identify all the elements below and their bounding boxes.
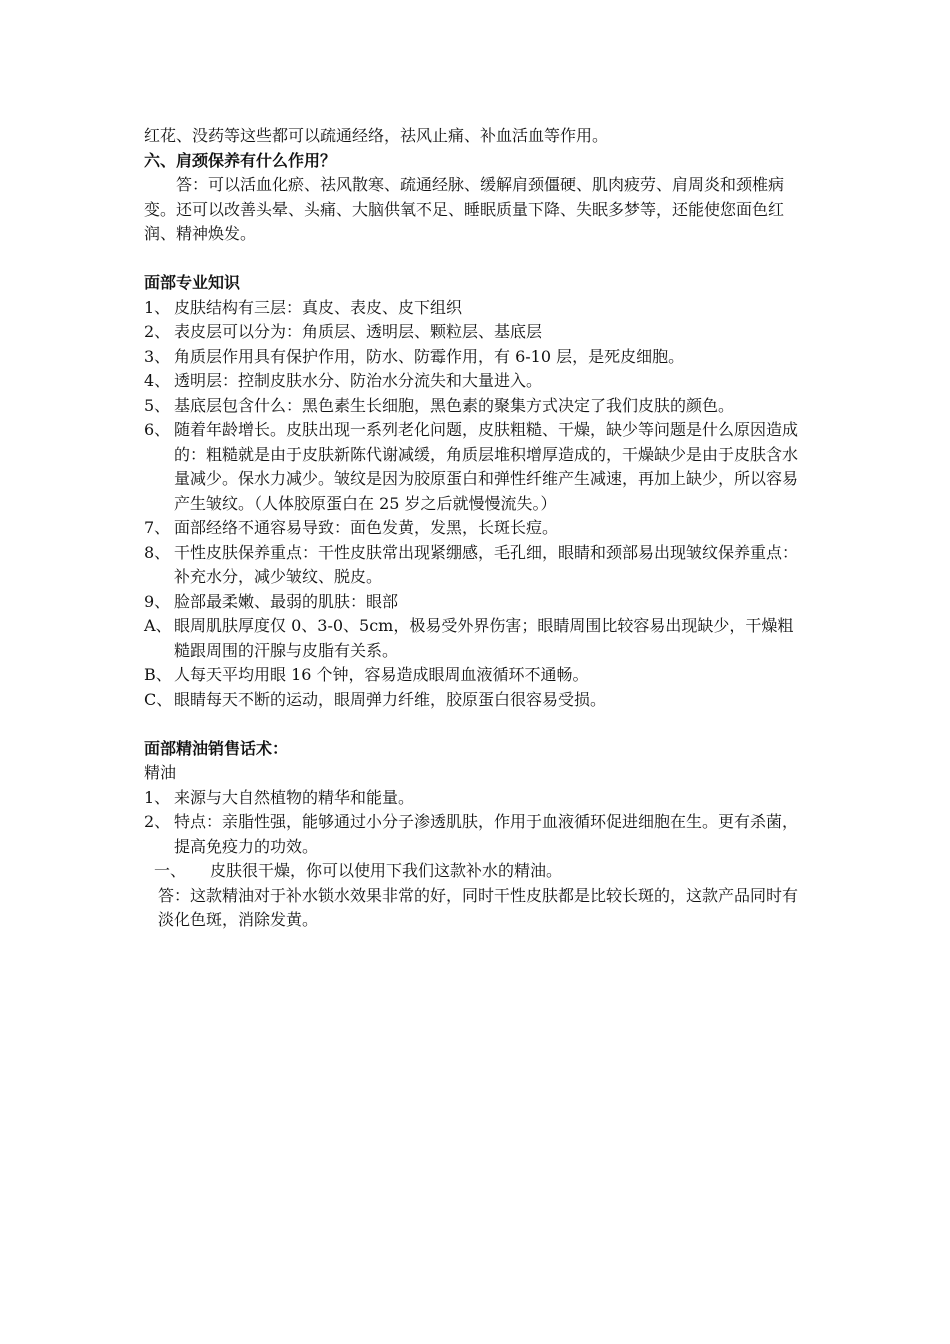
list-item: [144, 590, 809, 615]
list-item: [144, 541, 809, 590]
list-number: 2、: [144, 812, 171, 831]
list-item: [144, 688, 809, 713]
list-item: [144, 786, 809, 811]
list-number: 9、: [144, 591, 171, 611]
list-number: 3、: [144, 346, 171, 366]
oil-list: [144, 786, 809, 860]
question-text: 皮肤很干燥，你可以使用下我们这款补水的精油。: [210, 861, 563, 880]
oil-heading: 面部精油销售话术：: [144, 738, 289, 758]
list-item: [144, 394, 809, 419]
blank-line: [144, 247, 809, 272]
question-number: 一、: [154, 861, 187, 880]
list-item: [144, 369, 809, 394]
list-number: 7、: [144, 518, 171, 537]
list-item: [144, 320, 809, 345]
document-body: [144, 124, 809, 933]
list-text: 人每天平均用眼 16 个钟，容易造成眼周血液循环不通畅。: [174, 665, 589, 684]
list-item: [144, 418, 809, 516]
facial-heading: 面部专业知识: [144, 273, 241, 292]
list-text: 透明层：控制皮肤水分、防治水分流失和大量进入。: [174, 371, 543, 390]
q6-heading: 六、肩颈保养有什么作用？: [144, 150, 337, 170]
list-item: [144, 345, 809, 370]
list-text: 特点：亲脂性强，能够通过小分子渗透肌肤，作用于血液循环促进细胞在生。更有杀菌，提高免疫力的功效。: [174, 812, 799, 856]
list-number: 4、: [144, 371, 171, 390]
list-number: 1、: [144, 787, 171, 807]
script-answer: 答：这款精油对于补水锁水效果非常的好，同时干性皮肤都是比较长斑的，这款产品同时有淡化色斑，消除发黄。: [158, 885, 799, 929]
list-text: 脸部最柔嫩、最弱的肌肤：眼部: [174, 591, 399, 611]
list-text: 干性皮肤保养重点：干性皮肤常出现紧绷感，毛孔细，眼睛和颈部易出现皱纹保养重点：补充水分，减少皱纹、脱皮。: [174, 542, 799, 586]
list-number: A、: [144, 616, 172, 635]
list-item: [144, 810, 809, 859]
list-number: 6、: [144, 420, 171, 439]
q6-answer: 答：可以活血化瘀、祛风散寒、疏通经脉、缓解肩颈僵硬、肌肉疲劳、肩周炎和颈椎病变。还可以改善头晕、头痛、大脑供氧不足、睡眠质量下降、失眠多梦等，还能使您面色红润、精神焕发。: [144, 175, 785, 243]
list-item: [144, 663, 809, 688]
list-text: 基底层包含什么：黑色素生长细胞，黑色素的聚集方式决定了我们皮肤的颜色。: [174, 395, 735, 415]
facial-list: [144, 296, 809, 713]
list-text: 皮肤结构有三层：真皮、表皮、皮下组织: [174, 297, 463, 317]
list-number: C、: [144, 689, 173, 709]
list-number: 2、: [144, 322, 171, 341]
intro-line: 红花、没药等这些都可以疏通经络，祛风止痛、补血活血等作用。: [144, 126, 609, 145]
list-number: 8、: [144, 542, 171, 562]
list-number: 1、: [144, 297, 171, 317]
list-text: 表皮层可以分为：角质层、透明层、颗粒层、基底层: [174, 322, 543, 341]
list-item: [144, 516, 809, 541]
list-number: B、: [144, 665, 172, 684]
list-text: 角质层作用具有保护作用，防水、防霉作用，有 6-10 层，是死皮细胞。: [174, 346, 685, 366]
list-text: 随着年龄增长。皮肤出现一系列老化问题，皮肤粗糙、干燥，缺少等问题是什么原因造成的：粗糙就是由于皮肤新陈代谢减缓，角质层堆积增厚造成的，干燥缺少是由于皮肤含水量减少。保水力减少。皱纹是因为胶原蛋白和弹性纤维产生减速，再加上缺少，所以容易产生皱纹。（人体胶原蛋白在 25 岁之后就慢慢流失。）: [174, 420, 799, 513]
blank-line: [144, 712, 809, 737]
list-text: 面部经络不通容易导致：面色发黄，发黑，长斑长痘。: [174, 518, 559, 537]
list-text: 眼睛每天不断的运动，眼周弹力纤维，胶原蛋白很容易受损。: [174, 689, 607, 709]
list-item: [144, 296, 809, 321]
list-text: 来源与大自然植物的精华和能量。: [174, 787, 415, 807]
script-question: [144, 859, 809, 884]
list-item: [144, 614, 809, 663]
list-number: 5、: [144, 395, 171, 415]
list-text: 眼周肌肤厚度仅 0、3-0、5cm，极易受外界伤害；眼睛周围比较容易出现缺少，干燥粗糙跟周围的汗腺与皮脂有关系。: [174, 616, 794, 660]
oil-subheading: 精油: [144, 763, 177, 782]
